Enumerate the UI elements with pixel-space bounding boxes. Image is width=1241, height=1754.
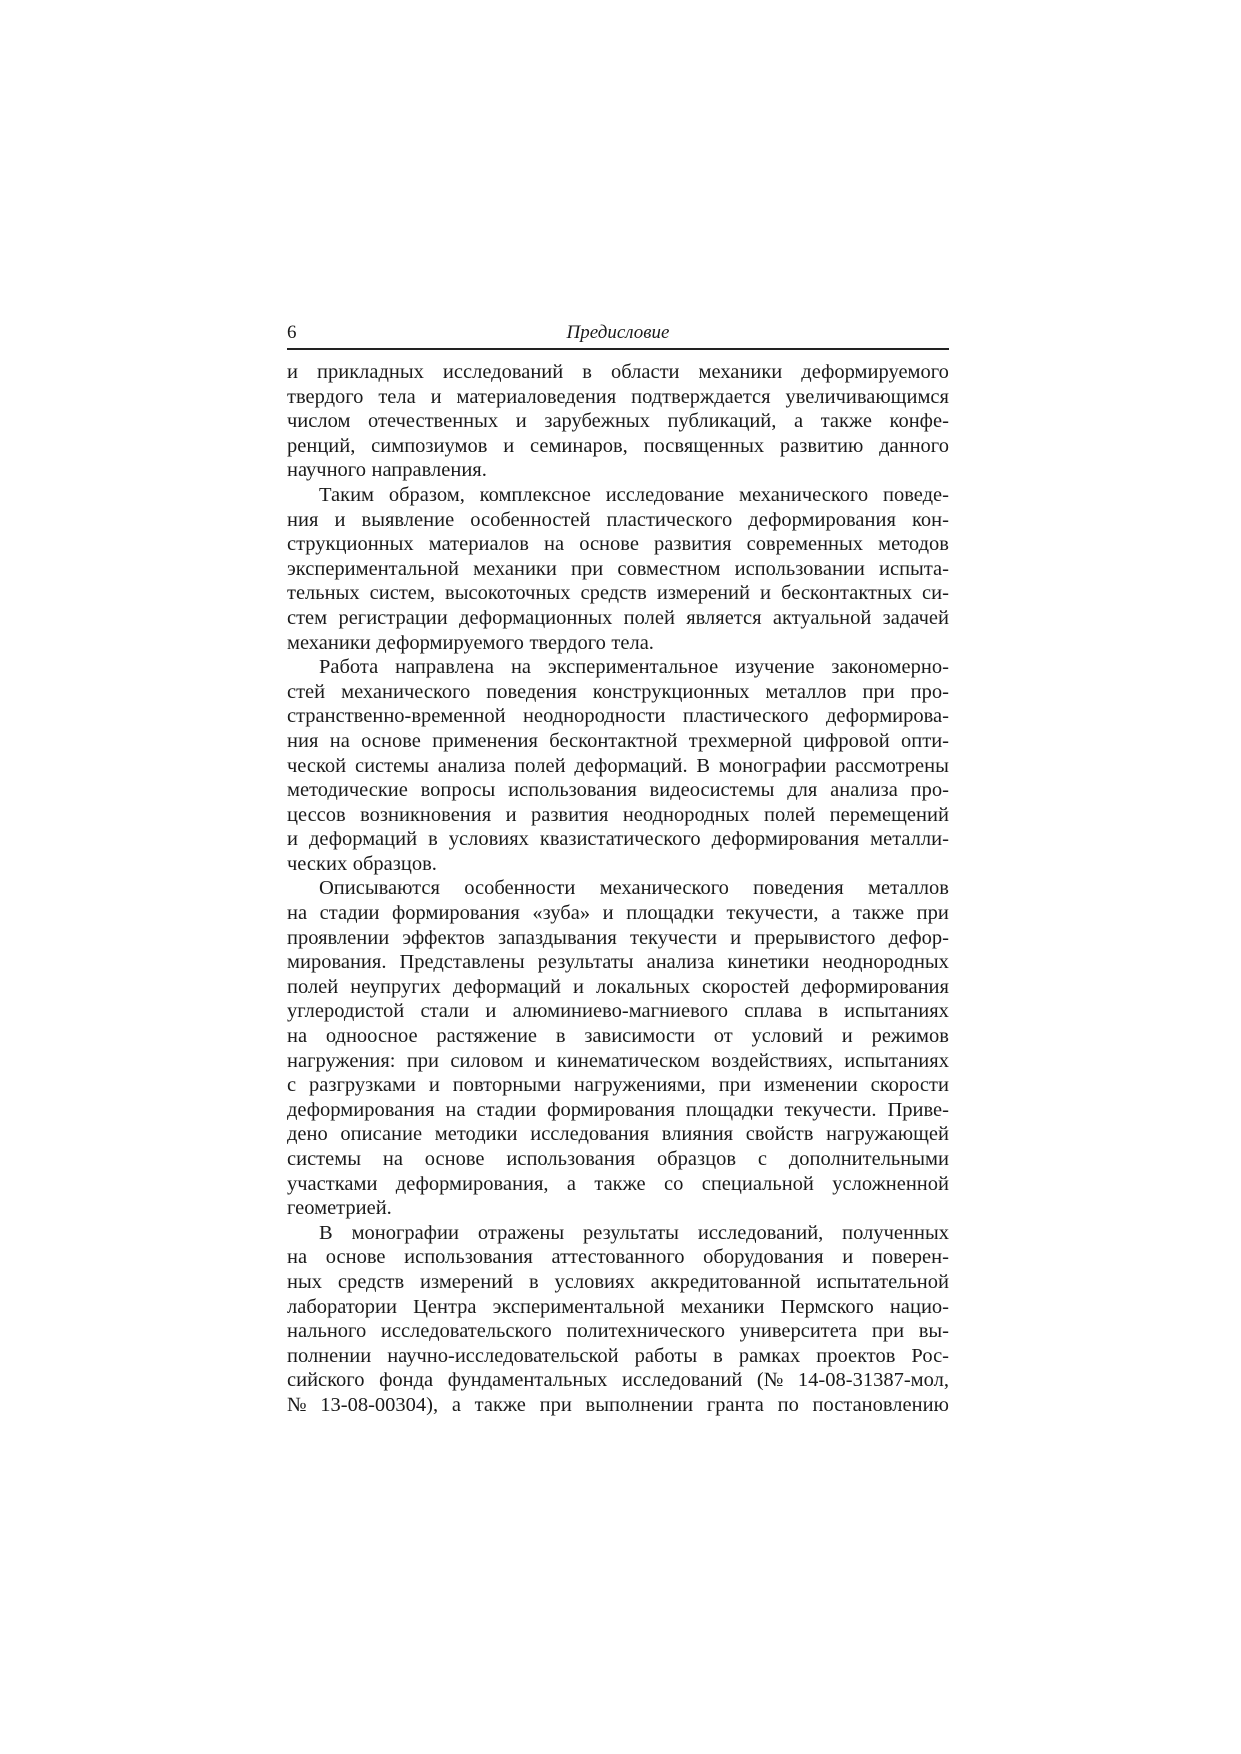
text-line: ренций, симпозиумов и семинаров, посвященных развитию данного — [287, 434, 949, 457]
text-line: стем регистрации деформационных полей является актуальной задачей — [287, 606, 949, 629]
body-text — [287, 360, 949, 1418]
text-line: с разгрузками и повторными нагружениями, при изменении скорости — [287, 1074, 949, 1097]
text-line: деформирования на стадии формирования площадки текучести. Приве- — [287, 1098, 949, 1121]
text-line: струкционных материалов на основе развития современных методов — [287, 533, 949, 556]
text-line: Таким образом, комплексное исследование механического поведе- — [319, 483, 949, 506]
text-line: методические вопросы использования видеосистемы для анализа про- — [287, 779, 949, 802]
paragraph — [287, 876, 949, 1220]
text-line: экспериментальной механики при совместном использовании испыта- — [287, 557, 949, 580]
text-line: участками деформирования, а также со специальной усложненной — [287, 1172, 949, 1195]
text-line: на стадии формирования «зуба» и площадки текучести, а также при — [287, 902, 949, 925]
text-line: цессов возникновения и развития неоднородных полей перемещений — [287, 803, 949, 826]
text-line: числом отечественных и зарубежных публикаций, а также конфе- — [287, 410, 949, 433]
text-line: мирования. Представлены результаты анализа кинетики неоднородных — [287, 951, 949, 974]
running-head — [287, 322, 949, 350]
text-line: сийского фонда фундаментальных исследований (№ 14-08-31387-мол, — [287, 1369, 949, 1392]
text-line: и прикладных исследований в области механики деформируемого — [287, 361, 949, 383]
text-line: Описываются особенности механического поведения металлов — [319, 877, 949, 900]
text-line: № 13-08-00304), а также при выполнении гранта по постановлению — [287, 1393, 949, 1416]
text-line: на основе использования аттестованного оборудования и поверен- — [287, 1246, 949, 1269]
page-number: 6 — [287, 322, 297, 343]
text-line: нагружения: при силовом и кинематическом воздействиях, испытаниях — [287, 1049, 949, 1072]
text-line: стей механического поведения конструкционных металлов при про- — [287, 680, 949, 703]
book-page — [287, 322, 949, 1418]
text-line: ния и выявление особенностей пластического деформирования кон- — [287, 508, 949, 531]
text-line: дено описание методики исследования влияния свойств нагружающей — [287, 1123, 949, 1146]
text-line: тельных систем, высокоточных средств измерений и бесконтактных си- — [287, 582, 949, 605]
text-line: системы на основе использования образцов с дополнительными — [287, 1148, 949, 1170]
text-line: проявлении эффектов запаздывания текучести и прерывистого дефор- — [287, 926, 949, 949]
paragraph — [287, 360, 949, 483]
text-line: углеродистой стали и алюминиево-магниевого сплава в испытаниях — [287, 1000, 949, 1023]
section-title: Предисловие — [566, 322, 670, 343]
text-line: ния на основе применения бесконтактной трехмерной цифровой опти- — [287, 729, 949, 752]
text-line: Работа направлена на экспериментальное изучение закономерно- — [319, 656, 949, 679]
text-line: ческой системы анализа полей деформаций. В монографии рассмотрены — [287, 754, 949, 777]
text-line: механики деформируемого твердого тела. — [287, 631, 654, 654]
text-line: полей неупругих деформаций и локальных скоростей деформирования — [287, 975, 949, 998]
text-line: геометрией. — [287, 1197, 392, 1220]
text-line: лаборатории Центра экспериментальной механики Пермского нацио- — [287, 1295, 949, 1318]
text-line: твердого тела и материаловедения подтверждается увеличивающимся — [287, 385, 949, 408]
text-line: ных средств измерений в условиях аккредитованной испытательной — [287, 1270, 949, 1293]
paragraph — [287, 655, 949, 876]
text-line: В монографии отражены результаты исследований, полученных — [319, 1221, 949, 1244]
text-line: и деформаций в условиях квазистатического деформирования металли- — [287, 828, 949, 851]
text-line: научного направления. — [287, 459, 487, 482]
text-line: ческих образцов. — [287, 852, 437, 875]
text-line: странственно-временной неоднородности пластического деформирова- — [287, 705, 949, 728]
text-line: на одноосное растяжение в зависимости от условий и режимов — [287, 1025, 949, 1048]
text-line: нального исследовательского политехнического университета при вы- — [287, 1320, 949, 1343]
paragraph — [287, 483, 949, 655]
text-line: полнении научно-исследовательской работы в рамках проектов Рос- — [287, 1344, 949, 1367]
paragraph — [287, 1221, 949, 1418]
